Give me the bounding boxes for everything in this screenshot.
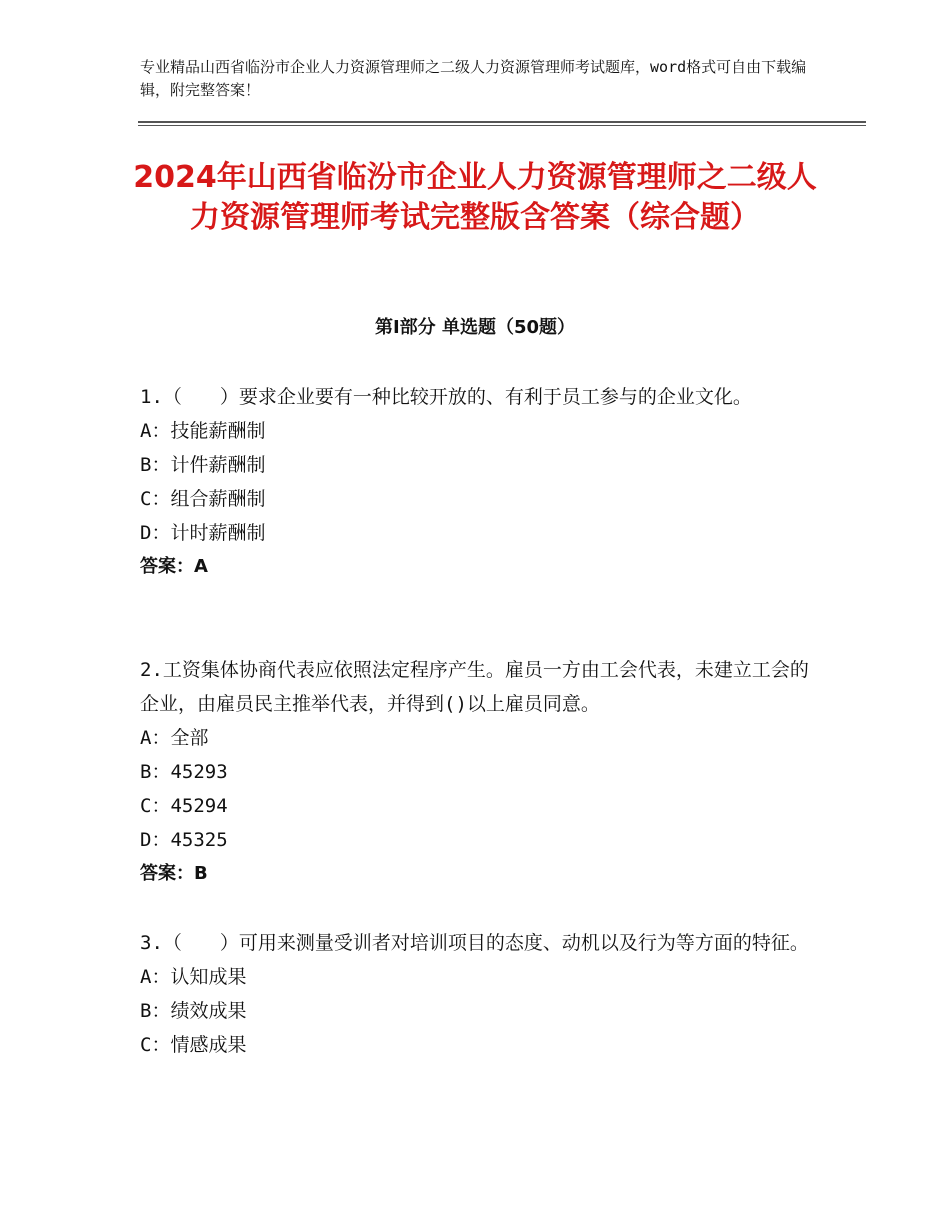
answer-line: 答案：B	[140, 863, 208, 884]
document-title: 2024年山西省临汾市企业人力资源管理师之二级人力资源管理师考试完整版含答案（综合题）	[133, 160, 817, 235]
option-a: A：技能薪酬制	[140, 420, 266, 442]
section-title: 第Ⅰ部分 单选题（50题）	[374, 317, 575, 338]
option-c: C：45294	[140, 795, 228, 817]
option-b: B：计件薪酬制	[140, 454, 266, 476]
option-a: A：认知成果	[140, 966, 247, 988]
option-b: B：45293	[140, 761, 228, 783]
option-c: C：情感成果	[140, 1034, 247, 1056]
option-b: B：绩效成果	[140, 1000, 247, 1022]
answer-line: 答案：A	[140, 556, 208, 577]
question-stem: 1.（ ）要求企业要有一种比较开放的、有利于员工参与的企业文化。	[140, 386, 752, 408]
header-divider-thin	[138, 125, 866, 126]
option-a: A：全部	[140, 727, 209, 749]
option-d: D：45325	[140, 829, 228, 851]
question-stem: 2.工资集体协商代表应依照法定程序产生。雇员一方由工会代表，未建立工会的企业，由雇员民主推举代表，并得到()以上雇员同意。	[140, 659, 809, 715]
header-divider	[138, 121, 866, 123]
question-1	[140, 380, 810, 584]
question-2	[140, 653, 810, 891]
question-3	[140, 926, 810, 1062]
question-stem: 3.（ ）可用来测量受训者对培训项目的态度、动机以及行为等方面的特征。	[140, 932, 809, 954]
option-d: D：计时薪酬制	[140, 522, 266, 544]
header-note: 专业精品山西省临汾市企业人力资源管理师之二级人力资源管理师考试题库，word格式可自由下载编辑，附完整答案！	[140, 58, 807, 99]
option-c: C：组合薪酬制	[140, 488, 266, 510]
